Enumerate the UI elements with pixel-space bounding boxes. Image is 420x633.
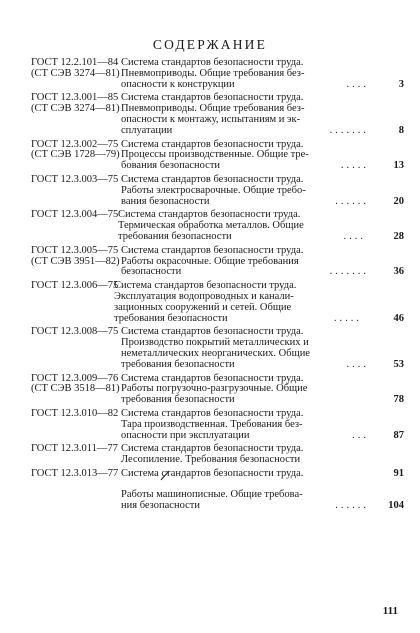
leader-dots: .... xyxy=(346,78,369,90)
page-ref: 8 xyxy=(398,124,404,136)
description-line xyxy=(121,126,369,137)
toc-entry xyxy=(28,374,404,406)
standard-code: ГОСТ 12.3.006—75 xyxy=(31,280,119,292)
toc-entry xyxy=(28,327,404,370)
description-text: Система стандартов безопасности труда. xyxy=(121,407,304,419)
description-text: Тара производственная. Требования без- xyxy=(121,418,303,430)
leader-dots: ..... xyxy=(333,312,362,324)
description-text: сплуатации xyxy=(121,124,173,136)
description-line xyxy=(121,395,369,406)
description-text: требования безопасности xyxy=(121,394,235,406)
leader-dots: ..... xyxy=(340,160,369,172)
standard-code: ГОСТ 12.3.008—75 xyxy=(31,326,119,338)
page-ref: 20 xyxy=(393,195,404,207)
description-text: Система стандартов безопасности труда. xyxy=(118,209,301,221)
description-text: зационных сооружений и сетей. Общие xyxy=(114,301,292,313)
toc-entry xyxy=(28,469,404,512)
standard-codes xyxy=(31,175,118,186)
standard-codes xyxy=(31,93,120,115)
page-ref: 36 xyxy=(393,266,404,278)
entry-description xyxy=(121,444,369,466)
description-text: Система стандартов безопасности труда. xyxy=(121,92,304,104)
description-text: вания безопасности xyxy=(121,195,210,207)
description-line xyxy=(121,197,369,208)
description-text: Система стандартов безопасности труда. xyxy=(121,326,304,338)
toc-entry xyxy=(28,281,404,324)
leader-dots: ....... xyxy=(329,124,369,136)
toc-entry xyxy=(28,58,404,90)
standard-code: (СТ СЭВ 3951—82) xyxy=(31,255,120,267)
description-text: Пневмоприводы. Общие требования без- xyxy=(121,67,305,79)
leader-dots: .... xyxy=(343,230,366,242)
standard-codes xyxy=(31,58,120,80)
description-text: ния безопасности xyxy=(121,500,200,512)
toc-entry xyxy=(28,175,404,207)
description-text: требования безопасности xyxy=(114,312,228,324)
leader-dots: ....... xyxy=(329,266,369,278)
description-text: Пневмоприводы. Общие требования без- xyxy=(121,103,305,115)
description-text: Система стандартов безопасности труда. xyxy=(121,138,304,150)
standard-code: (СТ СЭВ 3274—81) xyxy=(31,103,120,115)
description-text: опасности при эксплуатации xyxy=(121,429,250,441)
description-text: Лесопиление. Требования безопасности xyxy=(121,454,301,466)
description-text: Термическая обработка металлов. Общие xyxy=(118,220,304,232)
entry-description xyxy=(121,93,369,136)
leader-dots: ...... xyxy=(335,500,369,512)
standard-codes xyxy=(31,140,120,162)
standard-code: ГОСТ 12.3.009—76 xyxy=(31,372,119,384)
description-line xyxy=(121,80,369,91)
description-text: бования безопасности xyxy=(121,160,221,172)
description-line xyxy=(121,161,369,172)
toc-entry xyxy=(28,140,404,172)
description-line xyxy=(118,232,366,243)
description-text: Работы окрасочные. Общие требования xyxy=(121,255,299,267)
page-ref: 104 xyxy=(388,500,404,512)
standard-code: ГОСТ 12.3.011—77 xyxy=(31,443,118,455)
description-text: Эксплуатация водопроводных и канали- xyxy=(114,290,294,302)
page-ref: 78 xyxy=(393,394,404,406)
description-text: Система стандартов безопасности труда. xyxy=(121,372,304,384)
description-line xyxy=(121,360,369,371)
page-ref: 28 xyxy=(393,230,404,242)
description-text: требования безопасности xyxy=(118,230,232,242)
entry-description xyxy=(121,58,369,90)
entry-description xyxy=(121,140,369,172)
standard-codes xyxy=(31,281,118,292)
pen-mark xyxy=(158,468,172,482)
standard-codes xyxy=(31,444,118,455)
entry-description xyxy=(121,374,369,406)
toc-entry xyxy=(28,210,404,242)
description-text: Система стандартов безопасности труда. xyxy=(121,173,304,185)
description-text: опасности к монтажу, испытаниям и эк- xyxy=(121,113,301,125)
toc-entry xyxy=(28,93,404,136)
description-text: Работы погрузочно-разгрузочные. Общие xyxy=(121,383,308,395)
description-text: Процессы производственные. Общие тре- xyxy=(121,149,309,161)
standard-codes xyxy=(31,210,118,221)
toc-entry xyxy=(28,409,404,441)
standard-code: ГОСТ 12.3.004—75 xyxy=(31,209,119,221)
standard-code: (СТ СЭВ 3518—81) xyxy=(31,383,120,395)
page-title: СОДЕРЖАНИЕ xyxy=(152,37,268,52)
description-text: безопасности xyxy=(121,266,182,278)
page-ref: 91 xyxy=(393,467,404,479)
page-ref: 46 xyxy=(393,312,404,324)
page-number: 111 xyxy=(382,605,398,617)
description-text: Производство покрытий металлических и xyxy=(121,337,309,349)
standard-codes xyxy=(31,327,118,338)
description-text: Работы машинописные. Общие требова- xyxy=(121,489,303,501)
toc-entry xyxy=(28,444,404,466)
page-ref: 13 xyxy=(393,160,404,172)
toc-entry xyxy=(28,246,404,278)
page-ref: 53 xyxy=(393,358,404,370)
standard-codes xyxy=(31,469,118,480)
standard-codes xyxy=(31,374,120,396)
description-text: Система стандартов безопасности труда. xyxy=(121,467,304,479)
table-of-contents xyxy=(28,58,404,515)
description-line xyxy=(121,455,369,466)
entry-description xyxy=(121,246,369,278)
standard-codes xyxy=(31,409,118,420)
entry-description xyxy=(121,327,369,370)
standard-code: ГОСТ 12.3.010—82 xyxy=(31,407,119,419)
description-text: Система стандартов безопасности труда. xyxy=(114,280,297,292)
leader-dots: ...... xyxy=(335,195,369,207)
description-text: Система стандартов безопасности труда. xyxy=(121,57,304,68)
standard-code: (СТ СЭВ 3274—81) xyxy=(31,67,120,79)
description-line xyxy=(114,314,362,325)
entry-description xyxy=(121,409,369,441)
standard-code: ГОСТ 12.3.001—85 xyxy=(31,92,119,104)
description-text: Система стандартов безопасности труда. xyxy=(121,443,304,455)
entry-description xyxy=(121,175,369,207)
page-ref: 3 xyxy=(398,78,404,90)
description-text: опасности к конструкции xyxy=(121,78,235,90)
description-text: неметаллических неорганических. Общие xyxy=(121,347,310,359)
description-line xyxy=(121,431,369,442)
entry-description xyxy=(118,210,366,242)
description-text: Работы электросварочные. Общие требо- xyxy=(121,184,306,196)
entry-description xyxy=(114,281,362,324)
standard-code: ГОСТ 12.3.013—77 xyxy=(31,467,119,479)
description-line xyxy=(121,267,369,278)
description-text: требования безопасности xyxy=(121,358,235,370)
standard-code: (СТ СЭВ 1728—79) xyxy=(31,149,120,161)
standard-codes xyxy=(31,246,120,268)
leader-dots: .... xyxy=(346,358,369,370)
description-text: Система стандартов безопасности труда. xyxy=(121,244,304,256)
standard-code: ГОСТ 12.3.002—75 xyxy=(31,138,119,150)
leader-dots: ... xyxy=(352,429,369,441)
standard-code: ГОСТ 12.3.005—75 xyxy=(31,244,119,256)
standard-code: ГОСТ 12.2.101—84 xyxy=(31,57,119,68)
standard-code: ГОСТ 12.3.003—75 xyxy=(31,173,119,185)
page-ref: 87 xyxy=(393,429,404,441)
description-line xyxy=(121,501,369,512)
